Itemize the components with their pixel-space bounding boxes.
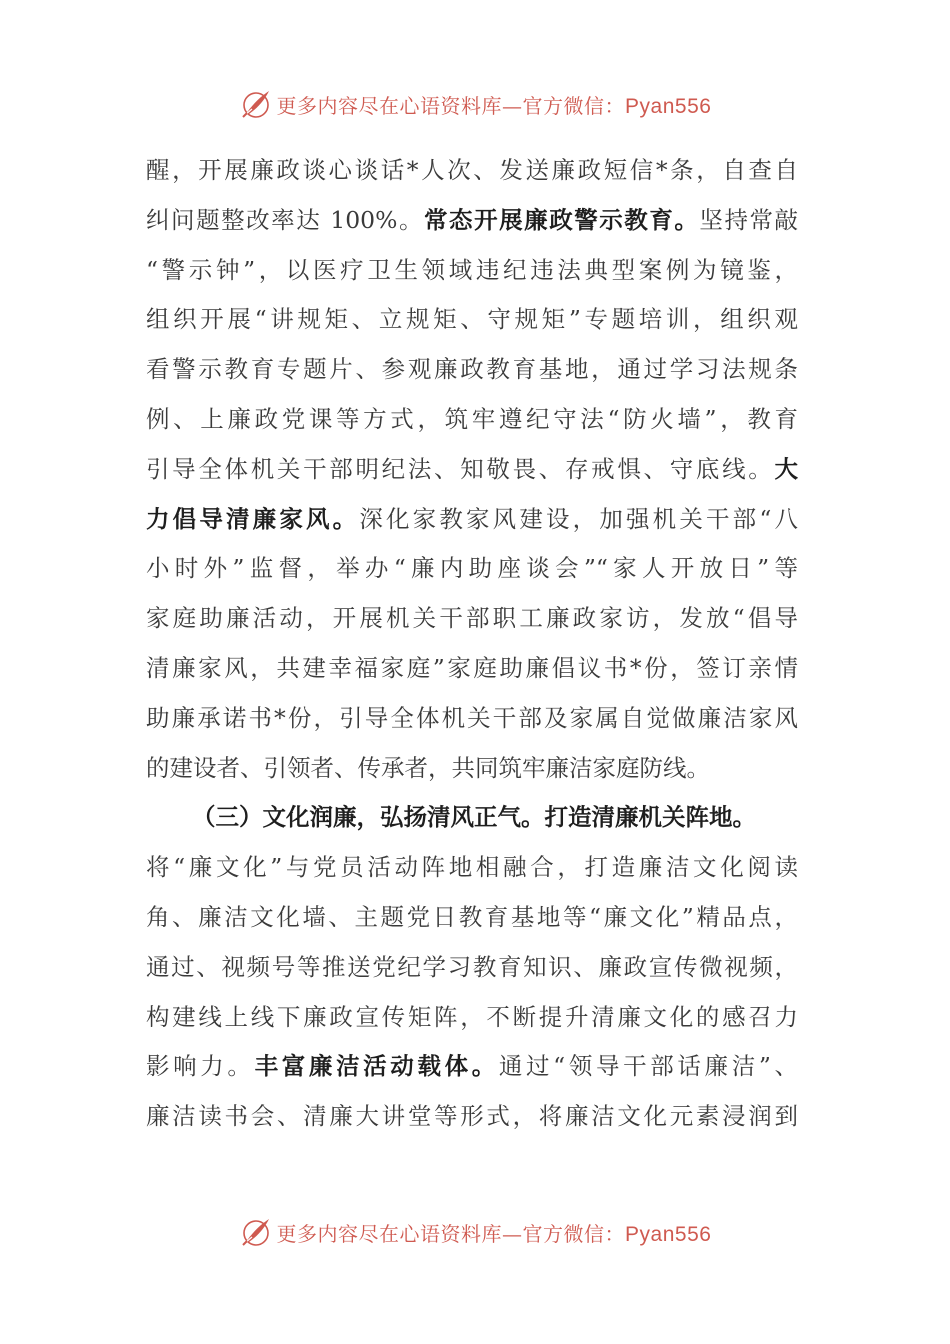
text-line (146, 644, 798, 694)
body-text: “警示钟”，以医疗卫生领域违纪违法典型案例为镜鉴， (146, 255, 798, 284)
text-line (146, 943, 798, 993)
body-text: 清廉家风，共建幸福家庭”家庭助廉倡议书*份，签订亲情 (146, 653, 798, 682)
watermark-header (0, 84, 950, 124)
body-text: 纠问题整改率达 100%。 (146, 205, 425, 234)
bold-heading-text: 常态开展廉政警示教育。 (424, 205, 700, 234)
watermark-text: 更多内容尽在心语资料库—官方微信： (276, 93, 626, 118)
body-text: 的建设者、引领者、传承者，共同筑牢廉洁家庭防线。 (146, 753, 710, 782)
text-line (146, 993, 798, 1043)
text-line (146, 793, 798, 843)
body-text: 构建线上线下廉政宣传矩阵，不断提升清廉文化的感召力 (146, 1002, 798, 1031)
bold-heading-text: 大 (774, 454, 798, 483)
text-line (146, 1042, 798, 1092)
body-text: 小时外”监督，举办“廉内助座谈会”“家人开放日”等 (146, 554, 798, 583)
text-line (146, 744, 798, 794)
bold-heading-text: 丰富廉洁活动载体。 (254, 1052, 499, 1081)
text-line (146, 544, 798, 594)
text-line (146, 246, 798, 296)
body-text: 组织开展“讲规矩、立规矩、守规矩”专题培训，组织观 (146, 305, 798, 334)
body-text: 例、上廉政党课等方式，筑牢遵纪守法“防火墙”，教育 (146, 404, 798, 433)
text-line (146, 594, 798, 644)
text-line (146, 694, 798, 744)
text-line (146, 495, 798, 545)
body-text: 通过、视频号等推送党纪学习教育知识、廉政宣传微视频， (146, 952, 798, 981)
watermark-id: Pyan556 (625, 1222, 712, 1246)
text-line (146, 196, 798, 246)
watermark-footer (0, 1212, 950, 1252)
body-text: 引导全体机关干部明纪法、知敬畏、存戒惧、守底线。 (146, 454, 775, 483)
quill-pen-logo-icon (239, 1215, 273, 1249)
text-line (146, 395, 798, 445)
body-text: 影响力。 (146, 1052, 255, 1081)
text-line (146, 345, 798, 395)
text-line (146, 295, 798, 345)
document-body (146, 146, 798, 1142)
body-text: 家庭助廉活动，开展机关干部职工廉政家访，发放“倡导 (146, 604, 798, 633)
quill-pen-logo-icon (239, 87, 273, 121)
text-line (146, 1092, 798, 1142)
text-line (146, 146, 798, 196)
body-text: 助廉承诺书*份，引导全体机关干部及家属自觉做廉洁家风 (146, 703, 798, 732)
bold-heading-text: （三）文化润廉，弘扬清风正气。打造清廉机关阵地。 (192, 803, 756, 832)
watermark-id: Pyan556 (625, 94, 712, 118)
body-text: 将“廉文化”与党员活动阵地相融合，打造廉洁文化阅读 (146, 853, 798, 882)
body-text: 角、廉洁文化墙、主题党日教育基地等“廉文化”精品点， (146, 902, 798, 931)
watermark-text: 更多内容尽在心语资料库—官方微信： (276, 1221, 626, 1246)
bold-heading-text: 力倡导清廉家风。 (146, 504, 360, 533)
text-line (146, 843, 798, 893)
body-text: 坚持常敲 (699, 205, 799, 234)
body-text: 深化家教家风建设，加强机关干部“八 (359, 504, 798, 533)
body-text: 通过“领导干部话廉洁”、 (498, 1052, 799, 1081)
text-line (146, 893, 798, 943)
body-text: 醒，开展廉政谈心谈话*人次、发送廉政短信*条，自查自 (146, 156, 798, 184)
body-text: 廉洁读书会、清廉大讲堂等形式，将廉洁文化元素浸润到 (146, 1102, 798, 1131)
text-line (146, 445, 798, 495)
body-text: 看警示教育专题片、参观廉政教育基地，通过学习法规条 (146, 355, 798, 384)
